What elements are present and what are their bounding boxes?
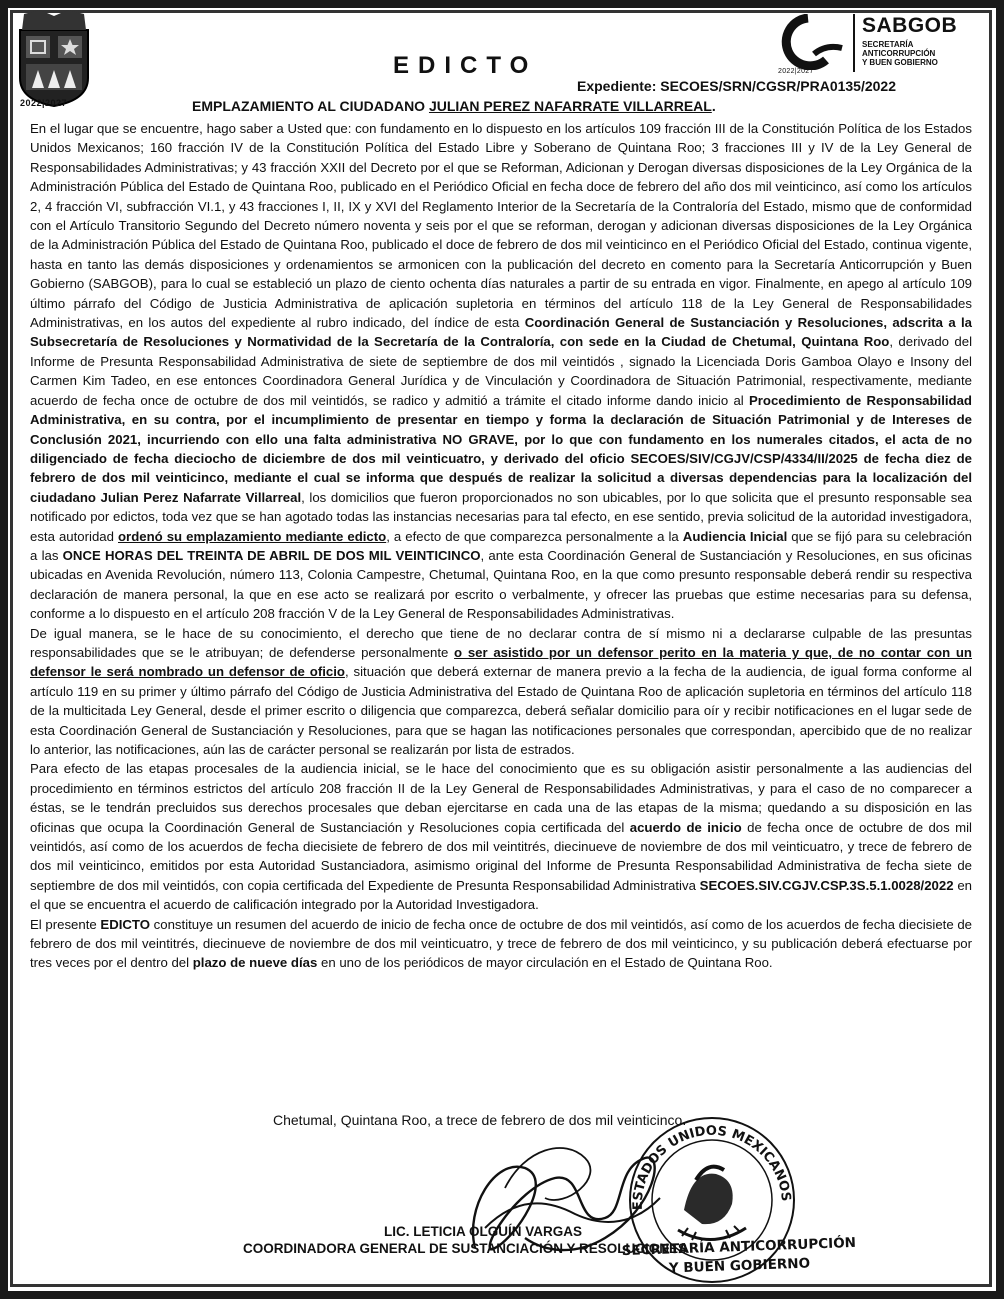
bold-run: plazo de nueve días bbox=[192, 955, 318, 971]
text-run: Para efecto de las etapas procesales de la audiencia inicial, se le hace del conocimiento que es su obligación asistir personalmente a las audiencias del procedimiento en términos estrictos del artículo 208 fracción II de la Ley General de Responsabilidades Administrativas, y para el caso de no comparecer a éstas, se le tendrán precluidos sus derechos procesales que deban ejercitarse en cada una de las etapas de la misma; quedando a su disposición en las oficinas que ocupa la Coordinación General de Sustanciación y Resoluciones copia certificada del bbox=[30, 761, 972, 835]
brand-subtitle bbox=[862, 40, 982, 67]
paragraph-procedure bbox=[30, 759, 972, 914]
text-run: , a efecto de que comparezca personalmente a la bbox=[386, 528, 683, 544]
left-logo-year: 2022|2027 bbox=[20, 98, 68, 108]
signer-role: COORDINADORA GENERAL DE SUSTANCIACIÓN Y RESOLUCIONES bbox=[243, 1241, 688, 1256]
stamp-line: Y BUEN GOBIERNO bbox=[668, 1255, 811, 1277]
text-run: , los domicilios que fueron proporcionados no son ubicables, por lo que solicita que el presunto responsable sea notificado por edictos, toda vez que se han agotado todas las instancias necesarias para tal efecto, en ese sentido, previa solicitud de la autoridad investigadora, esta autoridad bbox=[30, 489, 972, 544]
text-run: en el que se encuentra el acuerdo de calificación integrado por la Autoridad Investigadora. bbox=[30, 877, 972, 913]
bold-run: Coordinación General de Sustanciación y Resoluciones, adscrita a la Subsecretaría de Resoluciones y Normatividad de la Secretaría de la Contraloría, con sede en la Ciudad de Chetumal, Quintana Roo bbox=[30, 315, 972, 350]
bold-run: acuerdo de inicio bbox=[629, 819, 742, 835]
subject-name: JULIAN PEREZ NAFARRATE VILLARREAL bbox=[428, 98, 712, 114]
place-and-date: Chetumal, Quintana Roo, a trece de febrero de dos mil veinticinco. bbox=[273, 1112, 687, 1128]
quintana-roo-q-logo bbox=[768, 14, 848, 70]
subject-line bbox=[192, 98, 716, 114]
bold-run: Procedimiento de Responsabilidad Administrativa, en su contra, por el incumplimiento de presentar en tiempo y forma la declaración de Situación Patrimonial y de Intereses de Conclusión 2021, incurriendo con ello una falta administrativa NO GRAVE, por lo que con fundamento en los numerales citados, el acta de no diligenciado de fecha dieciocho de diciembre de dos mil veinticuatro, y derivado del oficio SECOES/SIV/CGJV/CSP/4334/II/2025 de fecha diez de febrero de dos mil veinticinco, mediante el cual se informa que después de realizar la solicitud a diversas dependencias para la localización del ciudadano Julian Perez Nafarrate Villarreal bbox=[30, 392, 972, 505]
right-logo-year: 2022|2027 bbox=[778, 68, 814, 75]
text-run: En el lugar que se encuentre, hago saber a Usted que: con fundamento en lo dispuesto en los artículos 109 fracción III de la Constitución Política de los Estados Unidos Mexicanos; 160 fracción IV de la Constitución Política del Estado Libre y Soberano de Quintana Roo; 3 fracciones III y IV de la Ley General de Responsabilidades Administrativas; y 43 fracción XXII del Decreto por el que se Reforman, Adicionan y Derogan diversas disposiciones de la Ley Orgánica de la Administración Pública del Estado de Quintana Roo, publicado en el Periódico Oficial en fecha doce de febrero del año dos mil veinticinco, así como los artículos 2, 4 fracción VI, subfracción VI.1, y 43 fracciones I, II, IX y XVI del Reglamento Interior de la Secretaría de la Contraloría del Estado, mismo que de conformidad con el Artículo Transitorio Segundo del Decreto número noventa y seis por el que se reforman, derogan y adicionan diversas disposiciones de la Ley Orgánica de la Administración Pública del Estado de Quintana Roo, publicado el doce de febrero de dos mil veinticinco en el Periódico Oficial del Estado, continua vigente, hasta en tanto las demás disposiciones y ordenamientos se armonicen con la publicación del decreto en comento para la Secretaría Anticorrupción y Buen Gobierno (SABGOB), para lo cual se estableció un plazo de ciento ochenta días naturales a partir de su entrada en vigor. Finalmente, en apego al artículo 109 último párrafo del Código de Justicia Administrativa de aplicación supletoria en términos del artículo 118 de la Ley General de Responsabilidades Administrativas, en los autos del expediente al rubro indicado, del índice de esta bbox=[30, 121, 972, 331]
paragraph-notice bbox=[30, 119, 972, 624]
text-run: que se fijó para su celebración a las bbox=[30, 528, 972, 563]
text-run: , situación que deberá externar de manera previo a la fecha de la audiencia, de igual forma conforme al artículo 119 en su primer y último párrafo del Código de Justicia Administrativa del Estado de Quintana Roo de aplicación supletoria en términos del artículo 118 de la multicitada Ley General, desde el primer escrito o diligencia que comparezca, deberá señalar domicilio para oír y recibir notificaciones en el lugar sede de esta Coordinación General de Sustanciación y Resoluciones, para que se hagan las notificaciones personales que correspondan, apercibido que de no realizar lo anterior, las notificaciones, aún las de carácter personal se realizarán por lista de estrados. bbox=[30, 664, 972, 757]
signer-name: LIC. LETICIA OLGUÍN VARGAS bbox=[384, 1224, 582, 1239]
bold-run: SECOES.SIV.CGJV.CSP.3S.5.1.0028/2022 bbox=[699, 877, 954, 893]
subject-suffix: . bbox=[711, 98, 716, 114]
stamp-line: SECRETARÍA ANTICORRUPCIÓN bbox=[621, 1234, 857, 1260]
text-run: constituye un resumen del acuerdo de inicio de fecha once de octubre de dos mil veintidós, así como de los acuerdos de fecha diecisiete de febrero de dos mil veintitrés, diecinueve de noviembre de dos mil veinticuatro, y trece de febrero de dos mil veinticinco, y su publicación deberá efectuarse por tres veces por el dentro del bbox=[30, 916, 973, 971]
brand-subtitle-line: Y BUEN GOBIERNO bbox=[862, 58, 938, 67]
brand-subtitle-line: ANTICORRUPCIÓN bbox=[862, 49, 936, 58]
text-run: , derivado del Informe de Presunta Responsabilidad Administrativa de siete de septiembre de dos mil veintidós , signado la Licenciada Doris Gamboa Olayo e Insony del Carmen Kim Tadeo, en ese entonces Coordinadora General Jurídica y de Vinculación y Coordinadora de Situación Patrimonial, respectivamente, mediante acuerdo de fecha once de octubre de dos mil veintidós, se radico y admitió a trámite el citado informe dando inicio al bbox=[30, 334, 972, 408]
paragraph-rights bbox=[30, 624, 972, 760]
bold-run: Audiencia Inicial bbox=[682, 528, 788, 544]
bold-underlined-run: o ser asistido por un defensor perito en la materia y que, de no contar con un defensor le será nombrado un defensor de oficio bbox=[30, 644, 972, 680]
text-run: El presente bbox=[30, 916, 101, 932]
subject-prefix: EMPLAZAMIENTO AL CIUDADANO bbox=[192, 98, 429, 114]
state-coat-of-arms-logo bbox=[14, 8, 94, 108]
bold-run: ONCE HORAS DEL TREINTA DE ABRIL DE DOS MIL VEINTICINCO bbox=[62, 547, 481, 563]
text-run: , ante esta Coordinación General de Sustanciación y Resoluciones, en sus oficinas ubicadas en Avenida Revolución, número 113, Colonia Campestre, Chetumal, Quintana Roo, en la que como presunto responsable deberá rendir su respectiva declaración de manera personal, la que en ese acto se realizará por escrito o verbalmente, y ofrecer las pruebas que estime necesarias para su defensa, conforme a lo dispuesto en el artículo 208 fracción V de la Ley General de Responsabilidades Administrativas. bbox=[30, 547, 972, 622]
document-body bbox=[30, 119, 972, 973]
text-run: De igual manera, se le hace de su conocimiento, el derecho que tiene de no declarar contra de sí mismo ni a declararse culpable de las presuntas responsabilidades que se le atribuyan; de defenderse personalmente bbox=[30, 625, 972, 660]
case-number: Expediente: SECOES/SRN/CGSR/PRA0135/2022 bbox=[577, 78, 897, 94]
bold-run: EDICTO bbox=[100, 916, 150, 932]
bold-underlined-run: ordenó su emplazamiento mediante edicto bbox=[118, 528, 387, 544]
document-title: EDICTO bbox=[393, 52, 538, 79]
seal-text: ESTADOS UNIDOS MEXICANOS bbox=[630, 1123, 794, 1211]
brand-subtitle-line: SECRETARÍA bbox=[862, 40, 914, 49]
paragraph-publication bbox=[30, 915, 972, 973]
text-run: en uno de los periódicos de mayor circulación en el Estado de Quintana Roo. bbox=[317, 955, 773, 971]
text-run: de fecha once de octubre de dos mil veintidós, así como de los acuerdos de fecha diecisiete de febrero de dos mil veintitrés, diecinueve de noviembre de dos mil veinticuatro, y trece de febrero de dos mil veinticinco, emitidos por esta Autoridad Sustanciadora, asimismo original del Informe de Presunta Responsabilidad Administrativa de fecha siete de septiembre de dos mil veintidós, con copia certificada del Expediente de Presunta Responsabilidad Administrativa bbox=[30, 819, 972, 893]
brand-separator bbox=[853, 14, 855, 72]
brand-name: SABGOB bbox=[862, 14, 958, 37]
